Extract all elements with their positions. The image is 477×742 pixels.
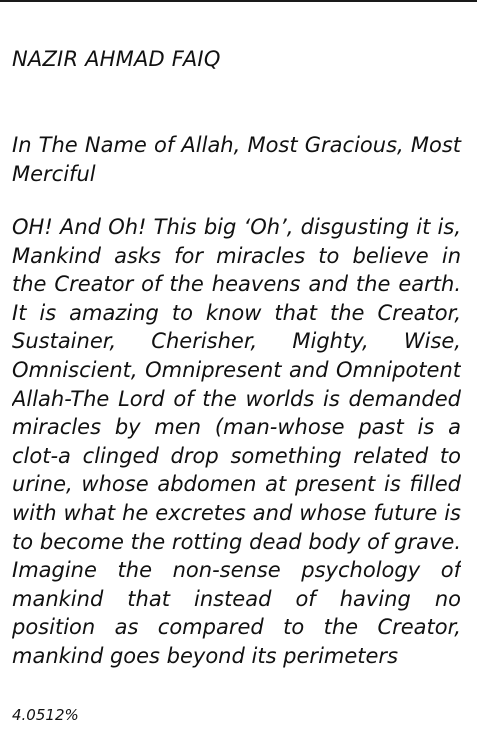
reading-progress: 4.0512% <box>12 706 79 724</box>
top-divider <box>0 0 477 2</box>
body-paragraph: OH! And Oh! This big ‘Oh’, disgusting it is, Mankind asks for miracles to believe in the Creator of the heavens and the earth. It is amazing to know that the Creator, Sustainer, Cherisher, Mighty, Wise, Omniscient, Omnipresent and Omnipotent Allah-The Lord of the worlds is demanded miracles by men (man-whose past is a clot-a clinged drop something related to urine, whose abdomen at present is filled with what he excretes and whose future is to become the rotting dead body of grave. Imagine the non-sense psychology of mankind that instead of having no position as compared to the Creator, mankind goes beyond its perimeters <box>12 215 461 668</box>
author-name: NAZIR AHMAD FAIQ <box>12 47 221 71</box>
bismillah-heading: In The Name of Allah, Most Gracious, Most Merciful <box>12 133 461 186</box>
reader-page[interactable] <box>12 44 461 699</box>
